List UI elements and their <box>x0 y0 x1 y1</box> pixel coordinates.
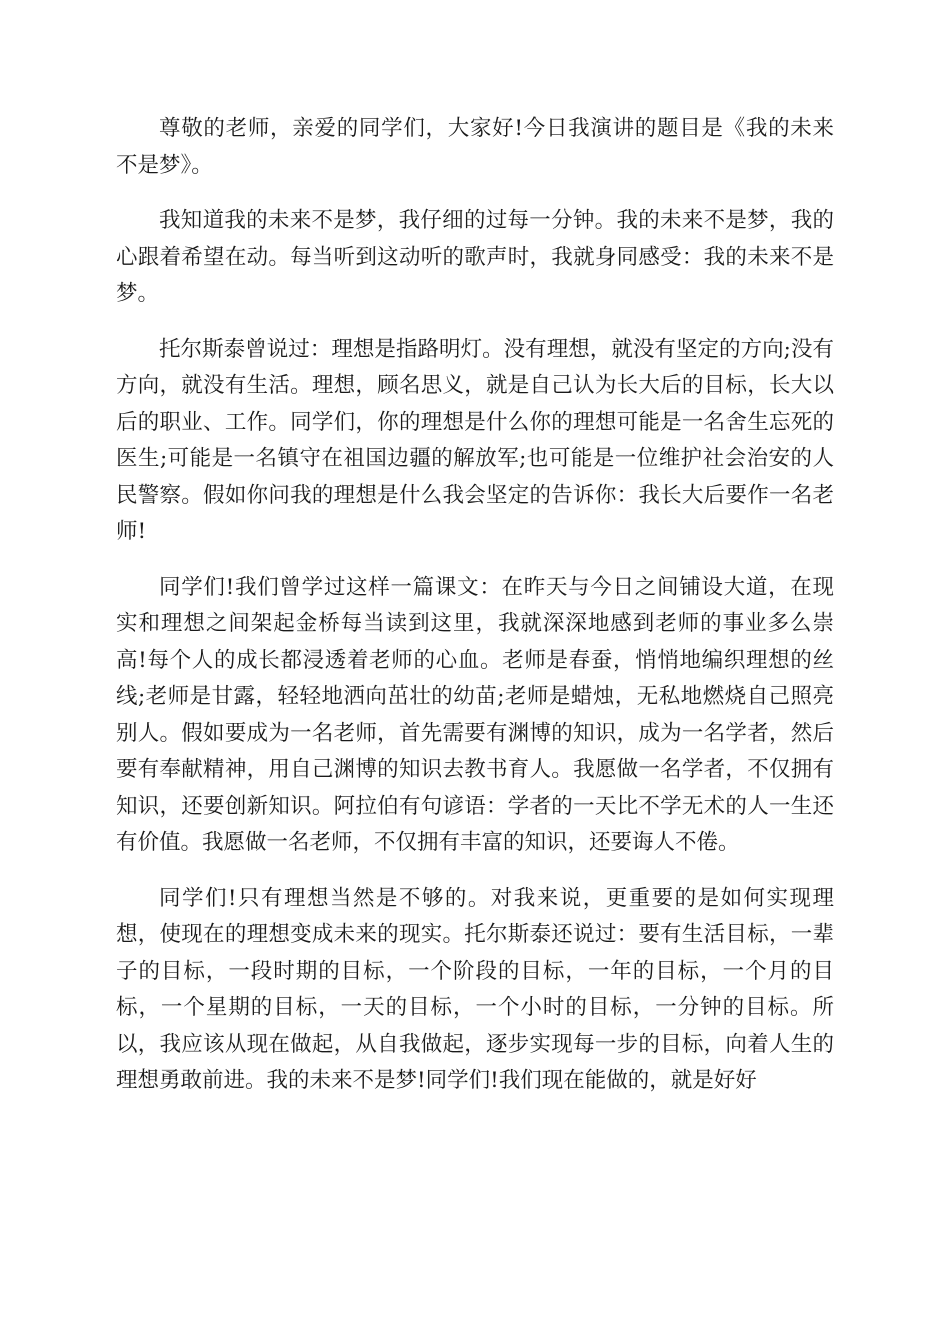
paragraph-future-not-dream: 我知道我的未来不是梦，我仔细的过每一分钟。我的未来不是梦，我的心跟着希望在动。每当听到这动听的歌声时，我就身同感受：我的未来不是梦。 <box>116 208 834 306</box>
document-body <box>116 111 834 1119</box>
paragraph-teacher: 同学们!我们曾学过这样一篇课文：在昨天与今日之间铺设大道，在现实和理想之间架起金桥每当读到这里，我就深深地感到老师的事业多么崇高!每个人的成长都浸透着老师的心血。老师是春蚕，悄悄地编织理想的丝线;老师是甘露，轻轻地洒向茁壮的幼苗;老师是蜡烛，无私地燃烧自己照亮别人。假如要成为一名老师，首先需要有渊博的知识，成为一名学者，然后要有奉献精神，用自己渊博的知识去教书育人。我愿做一名学者，不仅拥有知识，还要创新知识。阿拉伯有句谚语：学者的一天比不学无术的人一生还有价值。我愿做一名老师，不仅拥有丰富的知识，还要诲人不倦。 <box>116 574 834 855</box>
paragraph-realize-ideal: 同学们!只有理想当然是不够的。对我来说，更重要的是如何实现理想，使现在的理想变成未来的现实。托尔斯泰还说过：要有生活目标，一辈子的目标，一段时期的目标，一个阶段的目标，一年的目标，一个月的目标，一个星期的目标，一天的目标，一个小时的目标，一分钟的目标。所以，我应该从现在做起，从自我做起，逐步实现每一步的目标，向着人生的理想勇敢前进。我的未来不是梦!同学们!我们现在能做的，就是好好 <box>116 885 834 1093</box>
paragraph-tolstoy-ideal: 托尔斯泰曾说过：理想是指路明灯。没有理想，就没有坚定的方向;没有方向，就没有生活。理想，顾名思义，就是自己认为长大后的目标，长大以后的职业、工作。同学们，你的理想是什么你的理想可能是一名舍生忘死的医生;可能是一名镇守在祖国边疆的解放军;也可能是一位维护社会治安的人民警察。假如你问我的理想是什么我会坚定的告诉你：我长大后要作一名老师! <box>116 336 834 544</box>
paragraph-greeting: 尊敬的老师，亲爱的同学们，大家好!今日我演讲的题目是《我的未来不是梦》。 <box>116 116 834 178</box>
